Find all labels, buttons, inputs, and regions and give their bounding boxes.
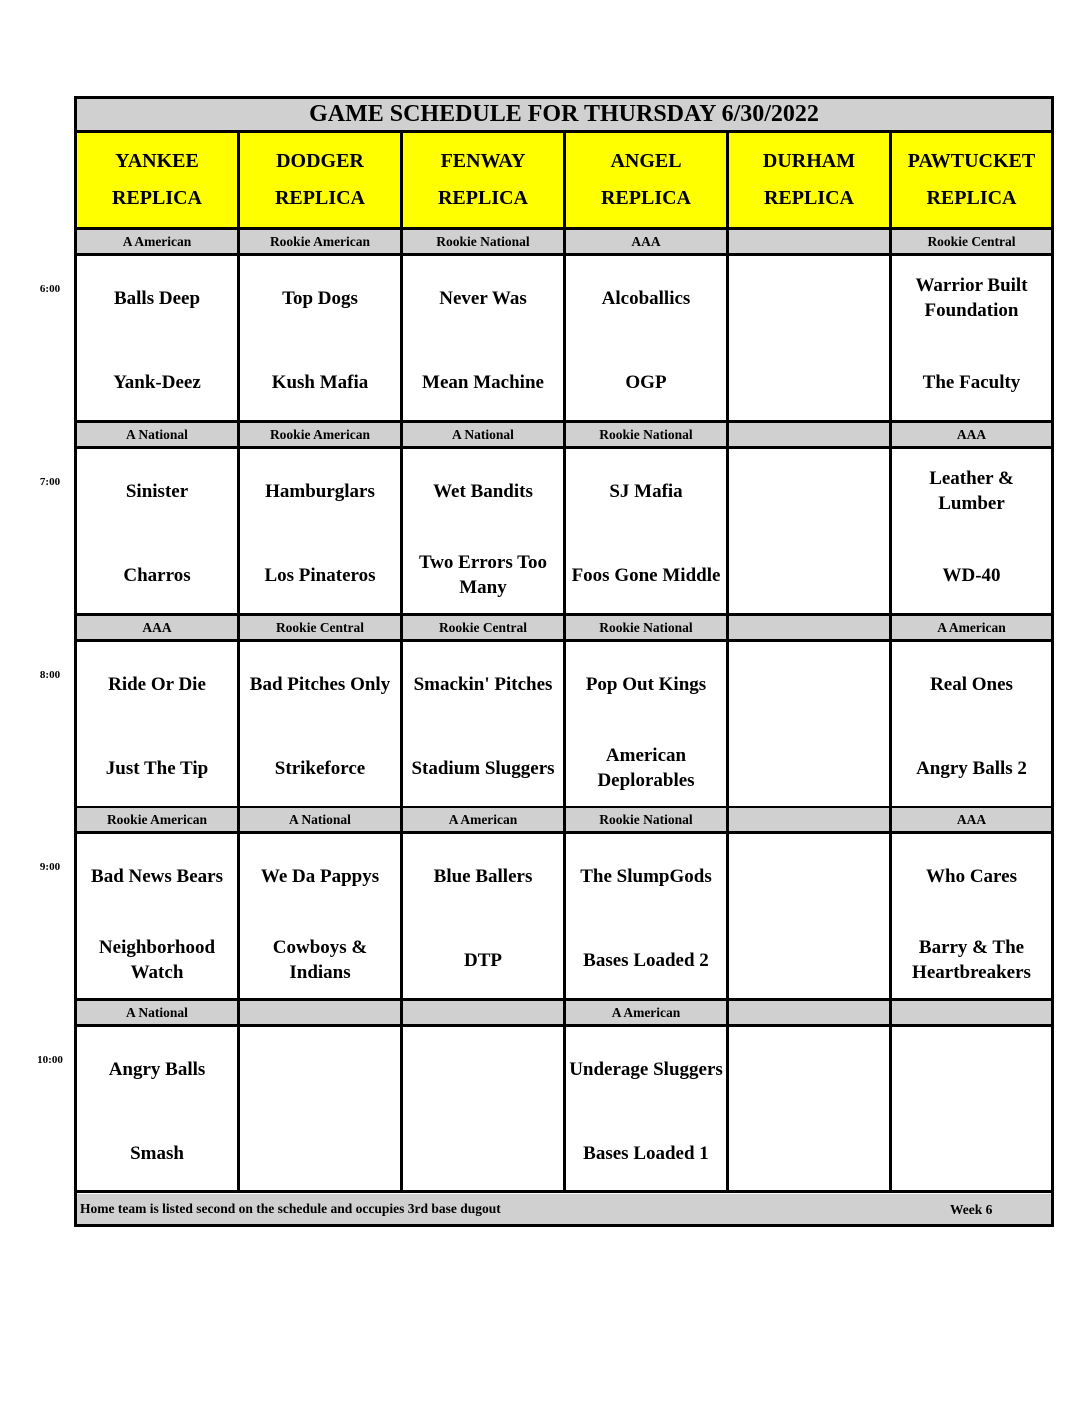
home-team: Kush Mafia [271,371,369,393]
game-cell [892,642,1051,809]
field-name: DODGER [276,150,364,172]
division-label: Rookie National [403,230,566,256]
away-team: Leather & Lumber [929,468,1014,514]
division-label: AAA [892,423,1051,449]
field-name: DURHAM [762,150,856,172]
division-label: A American [892,616,1051,642]
away-team: Ride Or Die [108,673,206,695]
time-slot-label: 7:00 [39,476,61,488]
away-team: Top Dogs [282,287,358,309]
away-team: Alcoballics [601,287,691,309]
division-label: AAA [566,230,729,256]
time-slot-label: 8:00 [39,669,61,681]
division-label: Rookie National [566,616,729,642]
home-team: Two Errors Too Many [418,552,548,598]
away-team: Bad News Bears [91,865,223,887]
game-cell [403,834,566,1001]
division-label: Rookie Central [892,230,1051,256]
home-team: Bases Loaded 2 [583,949,709,971]
away-team [729,840,889,912]
game-cell [729,642,892,809]
division-label: AAA [892,808,1051,834]
home-team [729,539,889,611]
away-team [240,1033,400,1105]
field-name: YANKEE [115,150,199,172]
field-subtitle: REPLICA [763,187,854,209]
away-team: Bad Pitches Only [249,673,391,695]
division-label [729,230,892,256]
time-slot-label: 10:00 [37,1054,63,1066]
home-team: Just The Tip [105,757,209,779]
game-cell [566,642,729,809]
division-label: A National [77,423,240,449]
game-cell [892,449,1051,616]
field-subtitle: REPLICA [111,187,202,209]
home-team: WD-40 [942,564,1001,586]
home-team: Bases Loaded 1 [583,1142,709,1164]
away-team [403,1033,563,1105]
game-cell [403,256,566,423]
home-team: Smash [130,1142,184,1164]
field-header [566,133,729,230]
footer-note: Home team is listed second on the schedule and occupies 3rd base dugout [77,1194,1051,1224]
home-team [729,1117,889,1189]
away-team: Pop Out Kings [585,673,707,695]
home-team: Mean Machine [422,371,544,393]
week-label: Week 6 [950,1202,993,1217]
away-team [892,1033,1051,1105]
division-label: Rookie National [566,423,729,449]
game-cell [729,449,892,616]
game-cell [240,834,403,1001]
game-cell [729,1027,892,1193]
field-subtitle: REPLICA [437,187,528,209]
home-team [729,346,889,418]
field-header [403,133,566,230]
away-team: Sinister [125,480,189,502]
away-team: Angry Balls [108,1058,206,1080]
game-cell [77,449,240,616]
away-team: Blue Ballers [433,865,533,887]
game-cell [566,834,729,1001]
game-cell [77,1027,240,1193]
home-team [892,1117,1051,1189]
game-cell [240,449,403,616]
field-name: PAWTUCKET [907,150,1036,172]
home-team: Foos Gone Middle [571,564,721,586]
division-label [729,1001,892,1027]
home-team: Strikeforce [274,757,366,779]
home-team [240,1117,400,1189]
home-team: Charros [123,564,191,586]
game-cell [892,1027,1051,1193]
division-label [729,423,892,449]
game-cell [240,642,403,809]
division-label [729,808,892,834]
home-team: Angry Balls 2 [916,757,1027,779]
game-cell [240,1027,403,1193]
game-cell [729,256,892,423]
home-team: Cowboys & Indians [272,937,368,983]
field-subtitle: REPLICA [600,187,691,209]
home-team: The Faculty [922,371,1021,393]
game-cell [403,449,566,616]
away-team: SJ Mafia [609,480,683,502]
division-label: Rookie Central [240,616,403,642]
schedule-table [74,96,1054,1227]
away-team: Smackin' Pitches [413,673,553,695]
game-cell [729,834,892,1001]
division-label: Rookie American [77,808,240,834]
time-slot-label: 9:00 [39,861,61,873]
division-label: A American [77,230,240,256]
away-team [729,455,889,527]
home-team: American Deplorables [597,745,695,791]
home-team: OGP [625,371,667,393]
away-team: The SlumpGods [580,865,712,887]
field-header [729,133,892,230]
division-label: Rookie National [566,808,729,834]
game-cell [566,1027,729,1193]
division-label: A National [403,423,566,449]
time-slot-label: 6:00 [39,283,61,295]
division-label: Rookie American [240,230,403,256]
away-team: Real Ones [930,673,1013,695]
game-cell [892,834,1051,1001]
field-name: ANGEL [610,150,682,172]
field-header [240,133,403,230]
away-team: Never Was [439,287,527,309]
home-team: Yank-Deez [113,371,201,393]
division-label: A National [77,1001,240,1027]
away-team: Wet Bandits [433,480,533,502]
game-cell [403,642,566,809]
game-cell [566,256,729,423]
away-team: Hamburglars [265,480,375,502]
home-team [729,732,889,804]
game-cell [77,256,240,423]
division-label [892,1001,1051,1027]
home-team: Los Pinateros [264,564,376,586]
away-team: Who Cares [926,865,1017,887]
home-team: Neighborhood Watch [98,937,216,983]
away-team: Underage Sluggers [569,1058,723,1080]
division-label [240,1001,403,1027]
home-team [403,1117,563,1189]
away-team: Warrior Built Foundation [915,275,1028,321]
game-cell [77,642,240,809]
game-cell [240,256,403,423]
game-cell [892,256,1051,423]
schedule-title: GAME SCHEDULE FOR THURSDAY 6/30/2022 [77,99,1051,133]
field-name: FENWAY [440,150,526,172]
home-team [729,924,889,996]
field-subtitle: REPLICA [274,187,365,209]
division-label [729,616,892,642]
away-team [729,1033,889,1105]
away-team: We Da Pappys [260,865,380,887]
division-label [403,1001,566,1027]
field-subtitle: REPLICA [926,187,1017,209]
field-header [77,133,240,230]
division-label: A National [240,808,403,834]
division-label: Rookie American [240,423,403,449]
division-label: Rookie Central [403,616,566,642]
away-team [729,262,889,334]
home-team: Barry & The Heartbreakers [912,937,1031,983]
home-team: DTP [464,949,502,971]
division-label: A American [403,808,566,834]
game-cell [566,449,729,616]
field-header [892,133,1051,230]
away-team: Balls Deep [113,287,201,309]
away-team [729,648,889,720]
home-team: Stadium Sluggers [411,757,555,779]
game-cell [77,834,240,1001]
division-label: AAA [77,616,240,642]
division-label: A American [566,1001,729,1027]
game-cell [403,1027,566,1193]
